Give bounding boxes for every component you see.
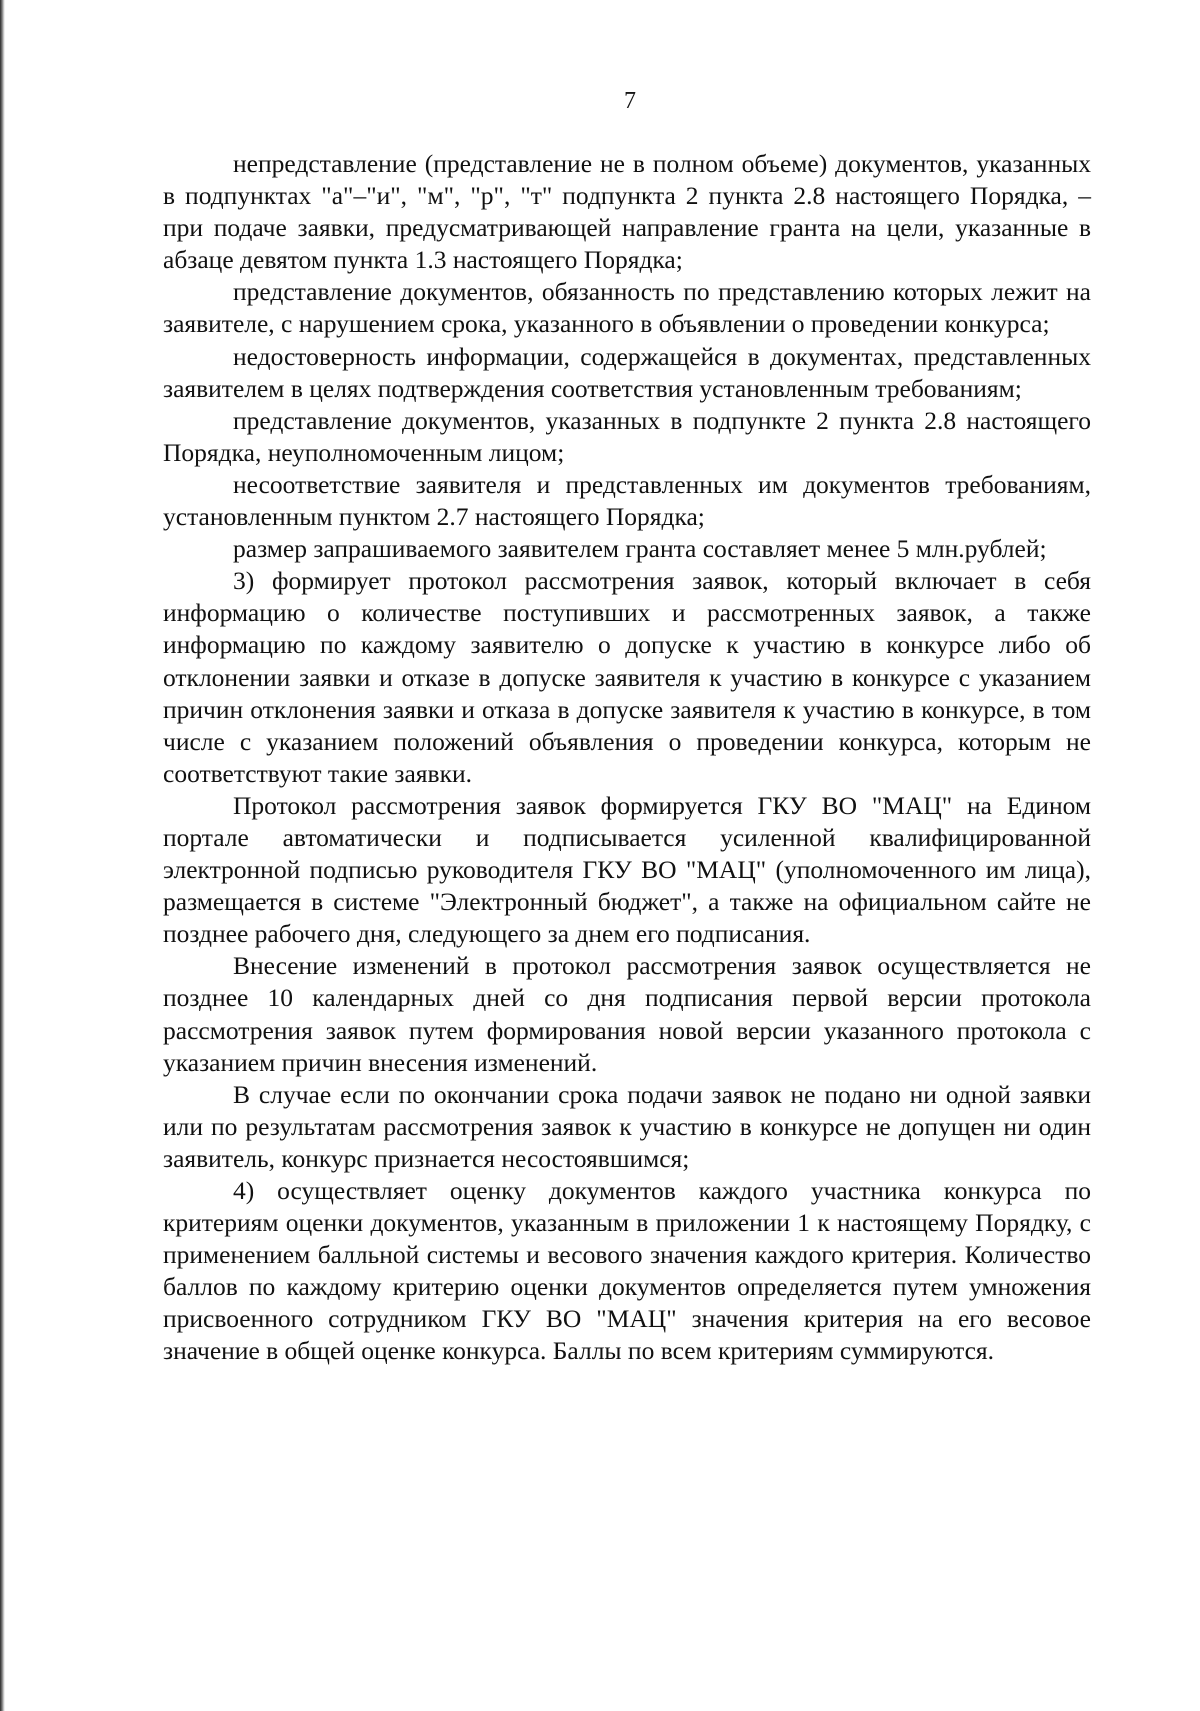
paragraph-deadline-violation: представление документов, обязанность по представлению которых лежит на заявителе, с нарушением срока, указанного в объявлении о проведении конкурса; [163, 277, 1091, 339]
paragraph-requirements-mismatch: несоответствие заявителя и представленных им документов требованиям, установленным пунктом 2.7 настоящего Порядка; [163, 469, 1091, 532]
paragraph-protocol-formation: Протокол рассмотрения заявок формируется ГКУ ВО "МАЦ" на Едином портале автоматически и подписывается усиленной квалифицированной электронной подписью руководителя ГКУ ВО "МАЦ" (уполномоченного им лица), размещается в системе "Электронный бюджет", а также на официальном сайте не позднее рабочего дня, следующего за днем его подписания. [163, 790, 1091, 949]
paragraph-protocol-changes: Внесение изменений в протокол рассмотрения заявок осуществляется не позднее 10 календарных дней со дня подписания первой версии протокола рассмотрения заявок путем формирования новой версии указанного протокола с указанием причин внесения изменений. [163, 951, 1091, 1077]
paragraph-item-4-evaluation: 4) осуществляет оценку документов каждого участника конкурса по критериям оценки документов, указанным в приложении 1 к настоящему Порядку, с применением балльной системы и весового значения каждого критерия. Количество баллов по каждому критерию оценки документов определяется путем умножения присвоенного сотрудником ГКУ ВО "МАЦ" значения критерия на его весовое значение в общей оценке конкурса. Баллы по всем критериям суммируются. [163, 1176, 1091, 1366]
paragraph-unreliable-information: недостоверность информации, содержащейся в документах, представленных заявителем в целях подтверждения соответствия установленным требованиям; [163, 341, 1091, 403]
paragraph-incomplete-documents: непредставление (представление не в полном объеме) документов, указанных в подпунктах "а"–"и", "м", "р", "т" подпункта 2 пункта 2.8 настоящего Порядка, – при подаче заявки, предусматривающей направление гранта на цели, указанные в абзаце девятом пункта 1.3 настоящего Порядка; [163, 149, 1091, 275]
page-number: 7 [624, 88, 636, 114]
paragraph-failed-contest: В случае если по окончании срока подачи заявок не подано ни одной заявки или по результатам рассмотрения заявок к участию в конкурсе не допущен ни один заявитель, конкурс признается несостоявшимся; [163, 1079, 1091, 1173]
document-body [163, 148, 1091, 1368]
paragraph-item-3-protocol: 3) формирует протокол рассмотрения заявок, который включает в себя информацию о количестве поступивших и рассмотренных заявок, а также информацию по каждому заявителю о допуске к участию в конкурсе либо об отклонении заявки и отказе в допуске заявителя к участию в конкурсе с указанием причин отклонения заявки и отказа в допуске заявителя к участию в конкурсе, в том числе с указанием положений объявления о проведении конкурса, которым не соответствуют такие заявки. [163, 566, 1091, 788]
paragraph-grant-size: размер запрашиваемого заявителем гранта составляет менее 5 млн.рублей; [233, 534, 1047, 564]
scan-edge [0, 0, 5, 1711]
paragraph-unauthorized-person: представление документов, указанных в подпункте 2 пункта 2.8 настоящего Порядка, неуполномоченным лицом; [163, 405, 1091, 467]
